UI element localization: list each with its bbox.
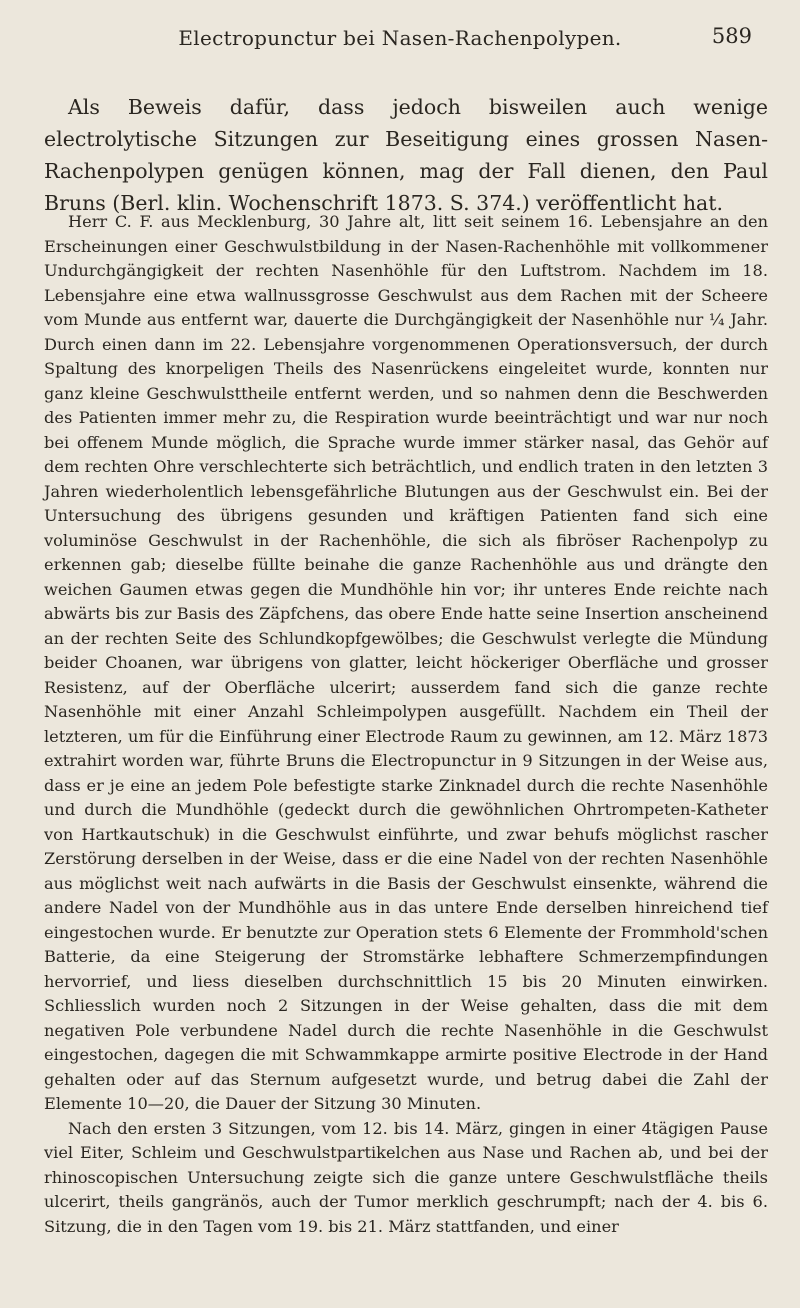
case-report bbox=[44, 210, 768, 1239]
intro-paragraph: Als Beweis dafür, dass jedoch bisweilen auch wenige electrolytische Sitzungen zur Beseitigung eines grossen Nasen-Rachenpolypen genügen können, mag der Fall dienen, den Paul Bruns (Berl. klin. Wochenschrift 1873. S. 374.) veröffentlicht hat. bbox=[44, 94, 768, 215]
page-number: 589 bbox=[711, 24, 752, 48]
case-paragraph-2: Nach den ersten 3 Sitzungen, vom 12. bis 14. März, gingen in einer 4tägigen Pause viel Eiter, Schleim und Geschwulstpartikelchen aus Nase und Rachen ab, und bei der rhinoscopischen Untersuchung zeigte sich die ganze untere Geschwulstfläche theils ulcerirt, theils gangränös, auch der Tumor merklich geschrumpft; nach der 4. bis 6. Sitzung, die in den Tagen vom 19. bis 21. März stattfanden, und einer bbox=[44, 1118, 768, 1236]
case-paragraph-1: Herr C. F. aus Mecklenburg, 30 Jahre alt, litt seit seinem 16. Lebensjahre an den Erscheinungen einer Geschwulstbildung in der Nasen-Rachenhöhle mit vollkommener Undurchgängigkeit der rechten Nasenhöhle für den Luftstrom. Nachdem im 18. Lebensjahre eine etwa wallnussgrosse Geschwulst aus dem Rachen mit der Scheere vom Munde aus entfernt war, dauerte die Durchgängigkeit der Nasenhöhle nur ¼ Jahr. Durch einen dann im 22. Lebensjahre vorgenommenen Operationsversuch, der durch Spaltung des knorpeligen Theils des Nasenrückens eingeleitet wurde, konnten nur ganz kleine Geschwulsttheile entfernt werden, und so nahmen denn die Beschwerden des Patienten immer mehr zu, die Respiration wurde beeinträchtigt und war nur noch bei offenem Munde möglich, die Sprache wurde immer stärker nasal, das Gehör auf dem rechten Ohre verschlechterte sich beträchtlich, und endlich traten in den letzten 3 Jahren wiederholentlich lebensgefährliche Blutungen aus der Geschwulst ein. Bei der Untersuchung des übrigens gesunden und kräftigen Patienten fand sich eine voluminöse Geschwulst in der Rachenhöhle, die sich als fibröser Rachenpolyp zu erkennen gab; dieselbe füllte beinahe die ganze Rachenhöhle aus und drängte den weichen Gaumen etwas gegen die Mundhöhle hin vor; ihr unteres Ende reichte nach abwärts bis zur Basis des Zäpfchens, das obere Ende hatte seine Insertion anscheinend an der rechten Seite des Schlundkopfgewölbes; die Geschwulst verlegte die Mündung beider Choanen, war übrigens von glatter, leicht höckeriger Oberfläche und grosser Resistenz, auf der Oberfläche ulcerirt; ausserdem fand sich die ganze rechte Nasenhöhle mit einer Anzahl Schleimpolypen ausgefüllt. Nachdem ein Theil der letzteren, um für die Einführung einer Electrode Raum zu gewinnen, am 12. März 1873 extrahirt worden war, führte Bruns die Electropunctur in 9 Sitzungen in der Weise aus, dass er je eine an jedem Pole befestigte starke Zinknadel durch die rechte Nasenhöhle und durch die Mundhöhle (gedeckt durch die gewöhnlichen Ohrtrompeten-Katheter von Hartkautschuk) in die Geschwulst einführte, und zwar behufs möglichst rascher Zerstörung derselben in der Weise, dass er die eine Nadel von der rechten Nasenhöhle aus möglichst weit nach aufwärts in die Basis der Geschwulst einsenkte, während die andere Nadel von der Mundhöhle aus in das untere Ende derselben hinreichend tief eingestochen wurde. Er benutzte zur Operation stets 6 Elemente der Frommhold'schen Batterie, da eine Steigerung der Stromstärke lebhaftere Schmerzempfindungen hervorrief, und liess dieselben durchschnittlich 15 bis 20 Minuten einwirken. Schliesslich wurden noch 2 Sitzungen in der Weise gehalten, dass die mit dem negativen Pole verbundene Nadel durch die rechte Nasenhöhle in die Geschwulst eingestochen, dagegen die mit Schwammkappe armirte positive Electrode in der Hand gehalten oder auf das Sternum aufgesetzt wurde, und betrug dabei die Zahl der Elemente 10—20, die Dauer der Sitzung 30 Minuten. bbox=[44, 212, 768, 1113]
running-head: Electropunctur bei Nasen-Rachenpolypen. bbox=[178, 26, 622, 50]
